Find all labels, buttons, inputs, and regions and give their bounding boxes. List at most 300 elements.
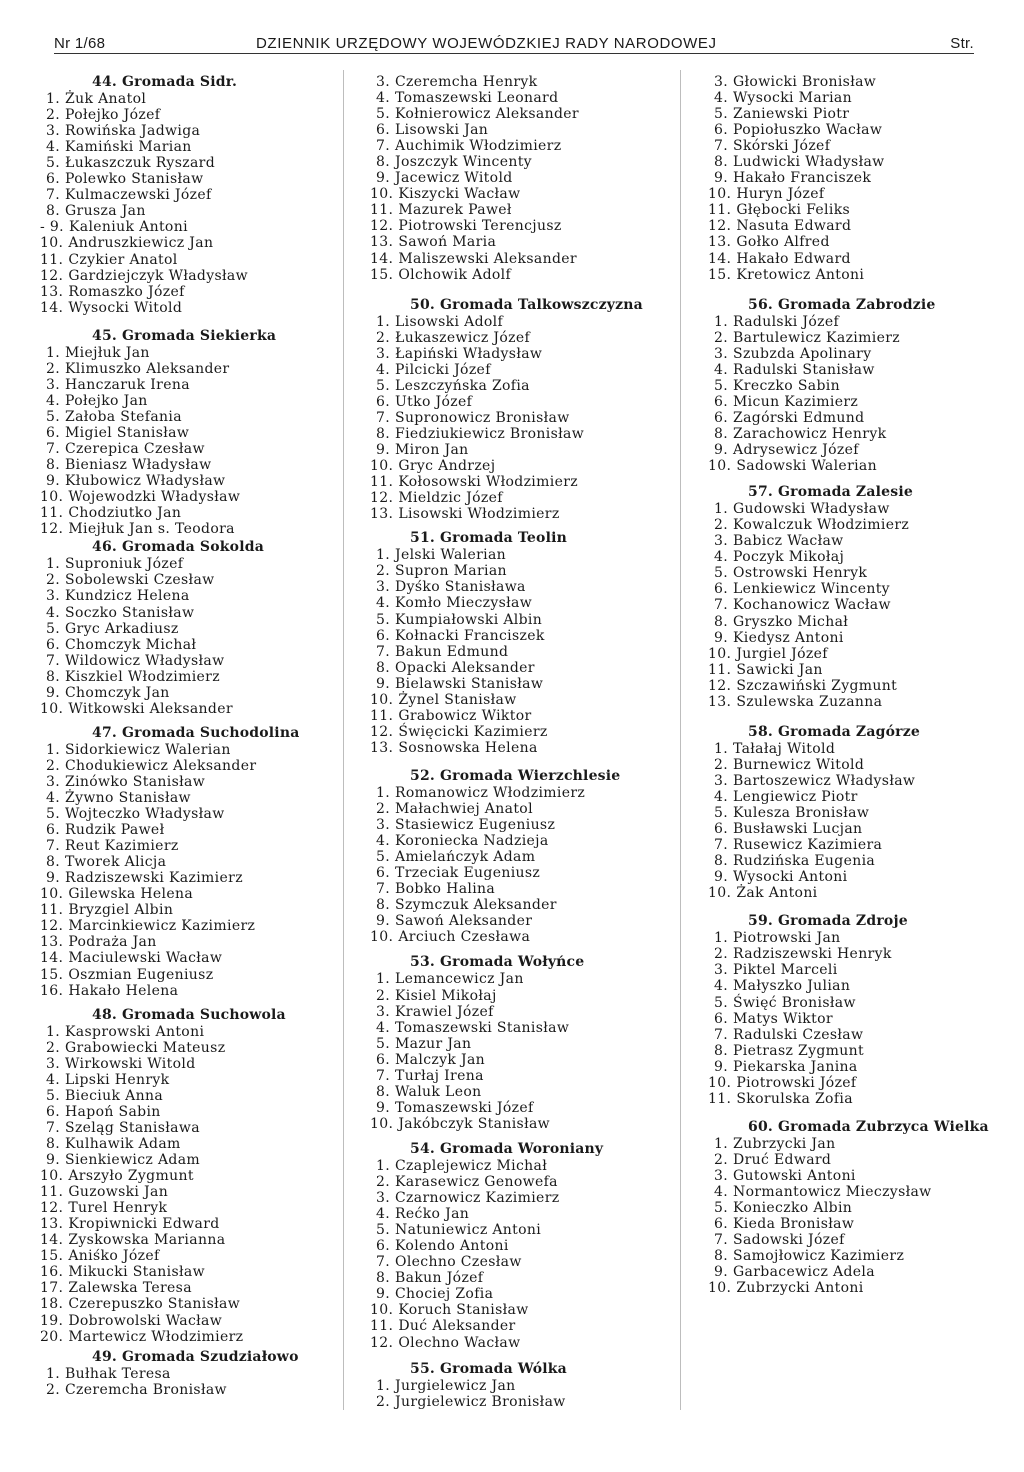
member-name: Lengiewicz Piotr — [733, 788, 858, 805]
member-name: Piotrowski Terencjusz — [398, 218, 562, 235]
item-number: 2. — [713, 517, 728, 534]
item-number: 13. — [40, 934, 64, 951]
member-name: Wildowicz Władysław — [65, 652, 225, 669]
member-name: Kulesza Bronisław — [733, 805, 870, 822]
member-name: Martewicz Włodzimierz — [68, 1328, 244, 1345]
list-item — [370, 314, 670, 330]
member-name: Gryszko Michał — [733, 613, 849, 630]
item-number: 4. — [45, 604, 60, 621]
member-name: Mazurek Paweł — [398, 202, 512, 219]
list-item — [370, 90, 670, 106]
list-item — [40, 934, 280, 950]
member-name: Auchimik Włodzimierz — [395, 138, 562, 155]
list-item — [40, 1136, 280, 1152]
member-name: Czarnowicz Kazimierz — [395, 1190, 560, 1207]
item-number: 1. — [713, 1135, 728, 1152]
item-number: 2. — [45, 107, 60, 124]
item-number: 5. — [375, 611, 390, 628]
list-item — [370, 595, 670, 611]
column-3 — [708, 74, 1008, 1296]
member-name: Waluk Leon — [395, 1083, 482, 1100]
list-item — [708, 186, 1008, 202]
list-item — [370, 660, 670, 676]
item-number: 8. — [713, 853, 728, 870]
list-item — [370, 1222, 670, 1238]
member-name: Fiedziukiewicz Bronisław — [395, 425, 585, 442]
list-item — [370, 267, 670, 283]
list-item — [40, 393, 280, 409]
list-item — [370, 474, 670, 490]
list-item — [370, 833, 670, 849]
gromada-section — [40, 74, 280, 316]
list-item — [708, 426, 1008, 442]
item-number: 3. — [375, 345, 390, 362]
item-number: 5. — [375, 1222, 390, 1239]
member-name: Koroniecka Nadzieja — [395, 833, 549, 850]
item-number: 2. — [375, 563, 390, 580]
item-number: 9. — [375, 1286, 390, 1303]
member-name: Dyśko Stanisława — [395, 579, 526, 596]
list-item — [370, 1378, 670, 1394]
member-name: Mikucki Stanisław — [68, 1264, 205, 1281]
item-number: 5. — [45, 620, 60, 637]
member-name: Bakun Edmund — [395, 643, 509, 660]
list-item — [708, 995, 1008, 1011]
member-name: Szulewska Zuzanna — [736, 693, 883, 710]
item-number: 4. — [45, 139, 60, 156]
list-item — [40, 653, 280, 669]
item-number: 12. — [708, 218, 732, 235]
list-item — [708, 1152, 1008, 1168]
list-item — [40, 473, 280, 489]
member-name: Nasuta Edward — [736, 218, 852, 235]
list-item — [40, 605, 280, 621]
list-item — [40, 284, 280, 300]
member-name: Lisowski Jan — [395, 122, 489, 139]
list-item — [708, 170, 1008, 186]
gromada-section — [708, 1119, 1008, 1297]
member-name: Święć Bronisław — [733, 994, 856, 1011]
member-name: Supron Marian — [395, 563, 507, 580]
list-item — [708, 837, 1008, 853]
member-name: Gilewska Helena — [68, 886, 194, 903]
list-item — [370, 74, 670, 90]
member-name: Chodziutko Jan — [68, 505, 182, 522]
list-item — [40, 1382, 280, 1398]
member-name: Lisowski Włodzimierz — [398, 506, 560, 523]
list-item — [370, 724, 670, 740]
member-name: Jacewicz Witold — [395, 170, 513, 187]
member-name: Łukaszczuk Ryszard — [65, 155, 216, 172]
list-item — [40, 556, 280, 572]
list-item — [40, 742, 280, 758]
member-name: Chodukiewicz Aleksander — [65, 757, 257, 774]
item-number: 1. — [375, 313, 390, 330]
member-name: Hanczaruk Irena — [65, 376, 190, 393]
list-item — [370, 913, 670, 929]
member-name: Babicz Wacław — [733, 533, 844, 550]
list-item — [708, 805, 1008, 821]
list-item — [40, 1088, 280, 1104]
member-name: Czerepuszko Stanisław — [68, 1296, 241, 1313]
item-number: 12. — [40, 918, 64, 935]
member-name: Tomaszewski Stanisław — [395, 1019, 570, 1036]
list-item — [40, 1168, 280, 1184]
member-name: Hapoń Sabin — [65, 1103, 161, 1120]
item-number: 2. — [713, 329, 728, 346]
item-number: 9. — [45, 870, 60, 887]
list-item — [708, 614, 1008, 630]
item-number: 12. — [40, 267, 64, 284]
item-number: 2. — [45, 360, 60, 377]
list-item — [40, 774, 280, 790]
member-name: Amielańczyk Adam — [395, 849, 536, 866]
member-name: Piotrowski Józef — [736, 1074, 857, 1091]
member-name: Kulhawik Adam — [65, 1136, 181, 1152]
item-number: 16. — [40, 982, 64, 999]
list-item — [370, 579, 670, 595]
item-number: 9. — [713, 869, 728, 886]
list-item — [370, 1036, 670, 1052]
list-item — [40, 268, 280, 284]
member-name: Głębocki Feliks — [736, 202, 851, 219]
member-name: Wojewodzki Władysław — [68, 489, 241, 506]
list-item — [370, 154, 670, 170]
item-number: 14. — [40, 299, 64, 316]
member-name: Czeremcha Bronisław — [65, 1381, 227, 1398]
list-item — [40, 950, 280, 966]
item-number: 10. — [40, 235, 64, 252]
member-name: Gołko Alfred — [736, 234, 830, 251]
list-item — [370, 122, 670, 138]
item-number: 8. — [375, 425, 390, 442]
list-item — [370, 929, 670, 945]
list-item — [370, 1335, 670, 1351]
list-item — [370, 1286, 670, 1302]
member-name: Czeremcha Henryk — [395, 74, 538, 90]
list-item — [40, 588, 280, 604]
item-number: 3. — [375, 74, 390, 90]
item-number: 5. — [375, 106, 390, 123]
item-number: 6. — [375, 1051, 390, 1068]
item-number: 16. — [40, 1264, 64, 1281]
member-name: Lisowski Adolf — [395, 313, 504, 330]
item-number: 4. — [375, 1019, 390, 1036]
member-name: Załoba Stefania — [65, 408, 182, 425]
item-number: 10. — [370, 929, 394, 946]
member-name: Sadowski Józef — [733, 1232, 845, 1249]
journal-title: DZIENNIK URZĘDOWY WOJEWÓDZKIEJ RADY NARODOWEJ — [256, 35, 717, 52]
list-item — [370, 458, 670, 474]
list-item — [40, 139, 280, 155]
list-item — [40, 1280, 280, 1296]
list-item — [708, 853, 1008, 869]
item-number: 4. — [713, 978, 728, 995]
item-number: 1. — [713, 501, 728, 518]
page-label: Str. — [950, 35, 974, 52]
member-name: Rudzińska Eugenia — [733, 853, 876, 870]
item-number: 11. — [40, 902, 64, 919]
member-name: Polewko Stanisław — [65, 171, 204, 188]
list-item — [40, 758, 280, 774]
member-name: Malczyk Jan — [395, 1051, 486, 1068]
section-heading: 52. Gromada Wierzchlesie — [410, 767, 621, 784]
item-number: 7. — [713, 138, 728, 155]
member-name: Wirkowski Witold — [65, 1055, 196, 1072]
list-item — [708, 202, 1008, 218]
member-name: Witkowski Aleksander — [68, 700, 233, 717]
member-name: Soczko Stanisław — [65, 604, 195, 621]
list-item — [370, 106, 670, 122]
list-item — [370, 442, 670, 458]
item-number: 6. — [713, 1216, 728, 1233]
member-name: Gutowski Antoni — [733, 1168, 856, 1184]
member-name: Kłubowicz Władysław — [65, 473, 226, 490]
member-name: Romaszko Józef — [68, 283, 185, 300]
list-item — [708, 1059, 1008, 1075]
list-item — [40, 203, 280, 219]
list-item — [370, 1394, 670, 1410]
item-number: 8. — [713, 154, 728, 171]
section-heading: 55. Gromada Wólka — [410, 1360, 567, 1377]
item-number: 3. — [375, 817, 390, 834]
list-item — [370, 644, 670, 660]
member-name: Bakun Józef — [395, 1270, 484, 1287]
member-name: Wysocki Antoni — [733, 869, 848, 886]
item-number: 3. — [375, 579, 390, 596]
member-name: Hakało Franciszek — [733, 170, 872, 187]
list-item — [708, 1216, 1008, 1232]
member-name: Wojteczko Władysław — [65, 806, 225, 823]
member-name: Kolendo Antoni — [395, 1238, 509, 1255]
list-item — [708, 1136, 1008, 1152]
column-divider — [680, 70, 681, 1410]
member-name: Koruch Stanisław — [398, 1302, 529, 1319]
item-number: 3. — [713, 962, 728, 979]
list-item — [40, 155, 280, 171]
item-number: 1. — [45, 1365, 60, 1382]
member-name: Jakóbczyk Stanisław — [398, 1115, 550, 1132]
item-number: 10. — [370, 1302, 394, 1319]
list-item — [40, 1313, 280, 1329]
member-name: Małyszko Julian — [733, 978, 851, 995]
item-number: 11. — [40, 505, 64, 522]
item-number: 6. — [375, 1238, 390, 1255]
item-number: 5. — [713, 106, 728, 123]
column-2 — [370, 74, 670, 1410]
list-item — [370, 849, 670, 865]
item-number: 4. — [45, 790, 60, 807]
list-item — [708, 581, 1008, 597]
list-item — [40, 1104, 280, 1120]
list-item — [370, 170, 670, 186]
member-name: Bobko Halina — [395, 881, 496, 898]
list-item — [40, 1024, 280, 1040]
item-number: 6. — [713, 821, 728, 838]
item-number: 8. — [45, 457, 60, 474]
list-item — [708, 773, 1008, 789]
item-number: 7. — [45, 187, 60, 204]
list-item — [708, 533, 1008, 549]
item-number: 11. — [370, 474, 394, 491]
list-item — [708, 218, 1008, 234]
list-item — [40, 1264, 280, 1280]
list-item — [708, 138, 1008, 154]
member-name: Busławski Lucjan — [733, 821, 863, 838]
list-item — [370, 1238, 670, 1254]
member-name: Pilcicki Józef — [395, 361, 491, 378]
list-item — [40, 669, 280, 685]
member-name: Kiszycki Wacław — [398, 186, 521, 203]
member-name: Ostrowski Henryk — [733, 565, 868, 582]
item-number: 12. — [370, 1334, 394, 1351]
item-number: 13. — [708, 693, 732, 710]
item-number: 7. — [45, 441, 60, 458]
member-name: Maciulewski Wacław — [68, 950, 223, 967]
item-number: 4. — [713, 90, 728, 107]
member-name: Tałałaj Witold — [733, 740, 836, 757]
member-name: Zalewska Teresa — [68, 1280, 192, 1297]
list-item — [40, 1152, 280, 1168]
item-number: 7. — [713, 1026, 728, 1043]
list-item — [708, 549, 1008, 565]
item-number: 9. — [45, 684, 60, 701]
item-number: 6. — [713, 122, 728, 139]
list-item — [40, 838, 280, 854]
section-heading: 53. Gromada Wołyńce — [410, 954, 585, 971]
member-name: Piktel Marceli — [733, 962, 838, 979]
list-item — [708, 314, 1008, 330]
item-number: 8. — [375, 897, 390, 914]
list-item — [708, 962, 1008, 978]
item-number: 10. — [370, 458, 394, 475]
item-number: 7. — [713, 837, 728, 854]
section-heading: 46. Gromada Sokolda — [92, 539, 264, 556]
section-heading: 45. Gromada Siekierka — [92, 327, 277, 344]
item-number: 13. — [40, 283, 64, 300]
member-name: Normantowicz Mieczysław — [733, 1184, 932, 1201]
list-item — [370, 1174, 670, 1190]
item-number: 9. — [713, 629, 728, 646]
item-number: 6. — [713, 581, 728, 598]
list-item — [370, 1004, 670, 1020]
list-item — [40, 187, 280, 203]
page-header — [54, 32, 974, 56]
item-number: 13. — [370, 739, 394, 756]
item-number: 7. — [375, 881, 390, 898]
member-name: Sawoń Aleksander — [395, 913, 533, 930]
item-number: 9. — [45, 473, 60, 490]
member-name: Marcinkiewicz Kazimierz — [68, 918, 256, 935]
item-number: 2. — [375, 329, 390, 346]
member-name: Komło Mieczysław — [395, 595, 533, 612]
list-item — [708, 1011, 1008, 1027]
member-name: Konieczko Albin — [733, 1200, 853, 1217]
member-name: Zaniewski Piotr — [733, 106, 850, 123]
list-item — [370, 740, 670, 756]
member-name: Żuk Anatol — [65, 91, 147, 108]
list-item — [370, 1158, 670, 1174]
item-number: 1. — [375, 1158, 390, 1174]
item-number: 6. — [713, 409, 728, 426]
member-name: Micun Kazimierz — [733, 393, 859, 410]
item-number: 6. — [713, 1010, 728, 1027]
member-name: Chomczyk Jan — [65, 684, 170, 701]
list-item — [40, 572, 280, 588]
gromada-section — [370, 954, 670, 1132]
list-item — [708, 346, 1008, 362]
item-number: 10. — [708, 1280, 732, 1297]
member-name: Kiszkiel Włodzimierz — [65, 668, 220, 685]
member-name: Kulmaczewski Józef — [65, 187, 212, 204]
gromada-section — [370, 1141, 670, 1351]
member-name: Kundzicz Helena — [65, 588, 190, 605]
list-item — [370, 346, 670, 362]
member-name: Hakało Edward — [736, 250, 851, 267]
member-name: Kiedysz Antoni — [733, 629, 844, 646]
list-item — [708, 458, 1008, 474]
list-item — [708, 946, 1008, 962]
item-number: 10. — [40, 700, 64, 717]
item-number: 3. — [713, 345, 728, 362]
item-number: 4. — [375, 90, 390, 107]
list-item — [708, 1232, 1008, 1248]
item-number: 4. — [375, 595, 390, 612]
list-item — [40, 1296, 280, 1312]
list-item — [370, 234, 670, 250]
member-name: Garbacewicz Adela — [733, 1264, 875, 1281]
member-name: Trzeciak Eugeniusz — [395, 865, 541, 882]
list-item — [40, 621, 280, 637]
item-number: 8. — [45, 1136, 60, 1152]
member-name: Połejko Jan — [65, 392, 148, 409]
section-heading: 50. Gromada Talkowszczyzna — [410, 296, 643, 313]
list-item — [708, 662, 1008, 678]
list-item — [708, 234, 1008, 250]
member-name: Maliszewski Aleksander — [398, 250, 577, 267]
list-item — [370, 865, 670, 881]
member-name: Czykier Anatol — [68, 251, 178, 268]
list-item — [708, 1200, 1008, 1216]
list-item — [370, 881, 670, 897]
list-item — [708, 1184, 1008, 1200]
gromada-section — [708, 74, 1008, 283]
list-item — [370, 202, 670, 218]
item-number: 4. — [713, 788, 728, 805]
list-item — [370, 138, 670, 154]
list-item — [40, 1216, 280, 1232]
member-name: Gardziejczyk Władysław — [68, 267, 248, 284]
member-name: Zinówko Stanisław — [65, 773, 206, 790]
member-name: Kołnierowicz Aleksander — [395, 106, 579, 123]
member-name: Szczawiński Zygmunt — [736, 677, 898, 694]
member-name: Stasiewicz Eugeniusz — [395, 817, 556, 834]
gromada-section — [40, 328, 280, 538]
member-name: Kreczko Sabin — [733, 377, 840, 394]
section-heading: 59. Gromada Zdroje — [748, 913, 908, 930]
item-number: 19. — [40, 1312, 64, 1329]
list-item — [40, 345, 280, 361]
list-item — [40, 300, 280, 316]
item-number: 15. — [40, 1248, 64, 1265]
list-item — [708, 678, 1008, 694]
list-item — [370, 897, 670, 913]
list-item — [708, 154, 1008, 170]
member-name: Bieniasz Władysław — [65, 457, 212, 474]
member-name: Duć Aleksander — [398, 1318, 516, 1335]
list-item — [370, 563, 670, 579]
item-number: 2. — [45, 757, 60, 774]
